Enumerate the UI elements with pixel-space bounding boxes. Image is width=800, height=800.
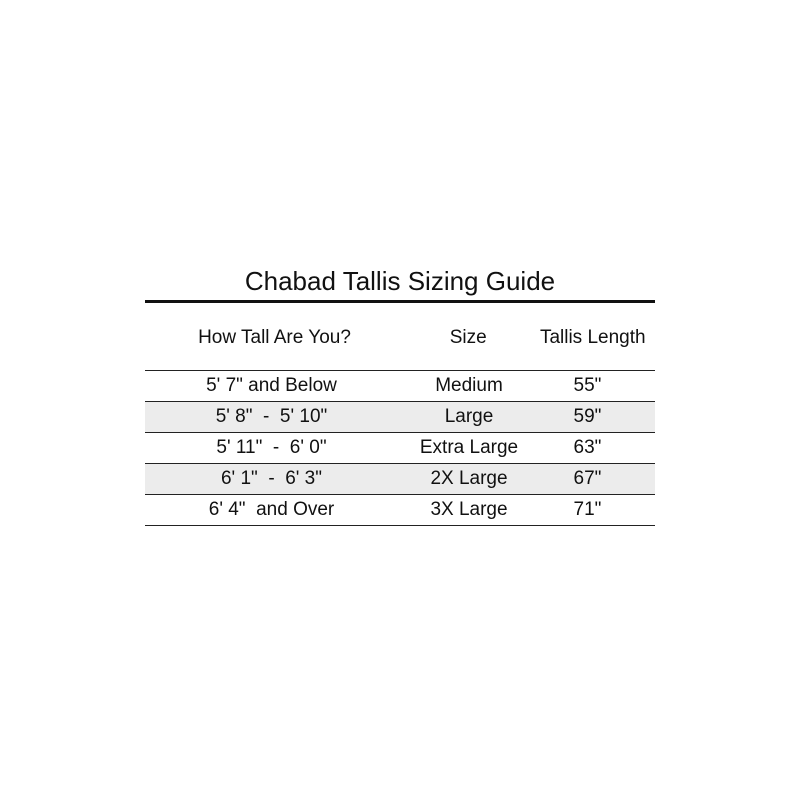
cell-size: Large (444, 406, 494, 427)
table-row (145, 402, 655, 433)
cell-height: 5' 7" and Below (206, 375, 337, 396)
cell-size: Extra Large (419, 437, 519, 458)
cell-length: 63" (573, 437, 602, 458)
cell-length: 59" (573, 406, 602, 427)
column-header-length: Tallis Length (539, 326, 646, 348)
table-row (145, 433, 655, 464)
guide-title: Chabad Tallis Sizing Guide (244, 266, 556, 296)
table-header (145, 303, 655, 371)
cell-size: 2X Large (430, 468, 508, 489)
cell-size: Medium (435, 375, 503, 396)
table-row (145, 464, 655, 495)
table-row (145, 495, 655, 526)
cell-height: 5' 11" - 6' 0" (216, 437, 327, 458)
cell-height: 5' 8" - 5' 10" (215, 406, 328, 427)
cell-length: 55" (573, 375, 602, 396)
column-header-height: How Tall Are You? (198, 326, 351, 348)
sizing-guide (145, 265, 655, 526)
cell-height: 6' 1" - 6' 3" (220, 468, 322, 489)
cell-height: 6' 4" and Over (208, 499, 335, 520)
cell-size: 3X Large (430, 499, 508, 520)
cell-length: 67" (573, 468, 602, 489)
table-row (145, 371, 655, 402)
cell-length: 71" (573, 499, 602, 520)
column-header-size: Size (449, 326, 487, 348)
